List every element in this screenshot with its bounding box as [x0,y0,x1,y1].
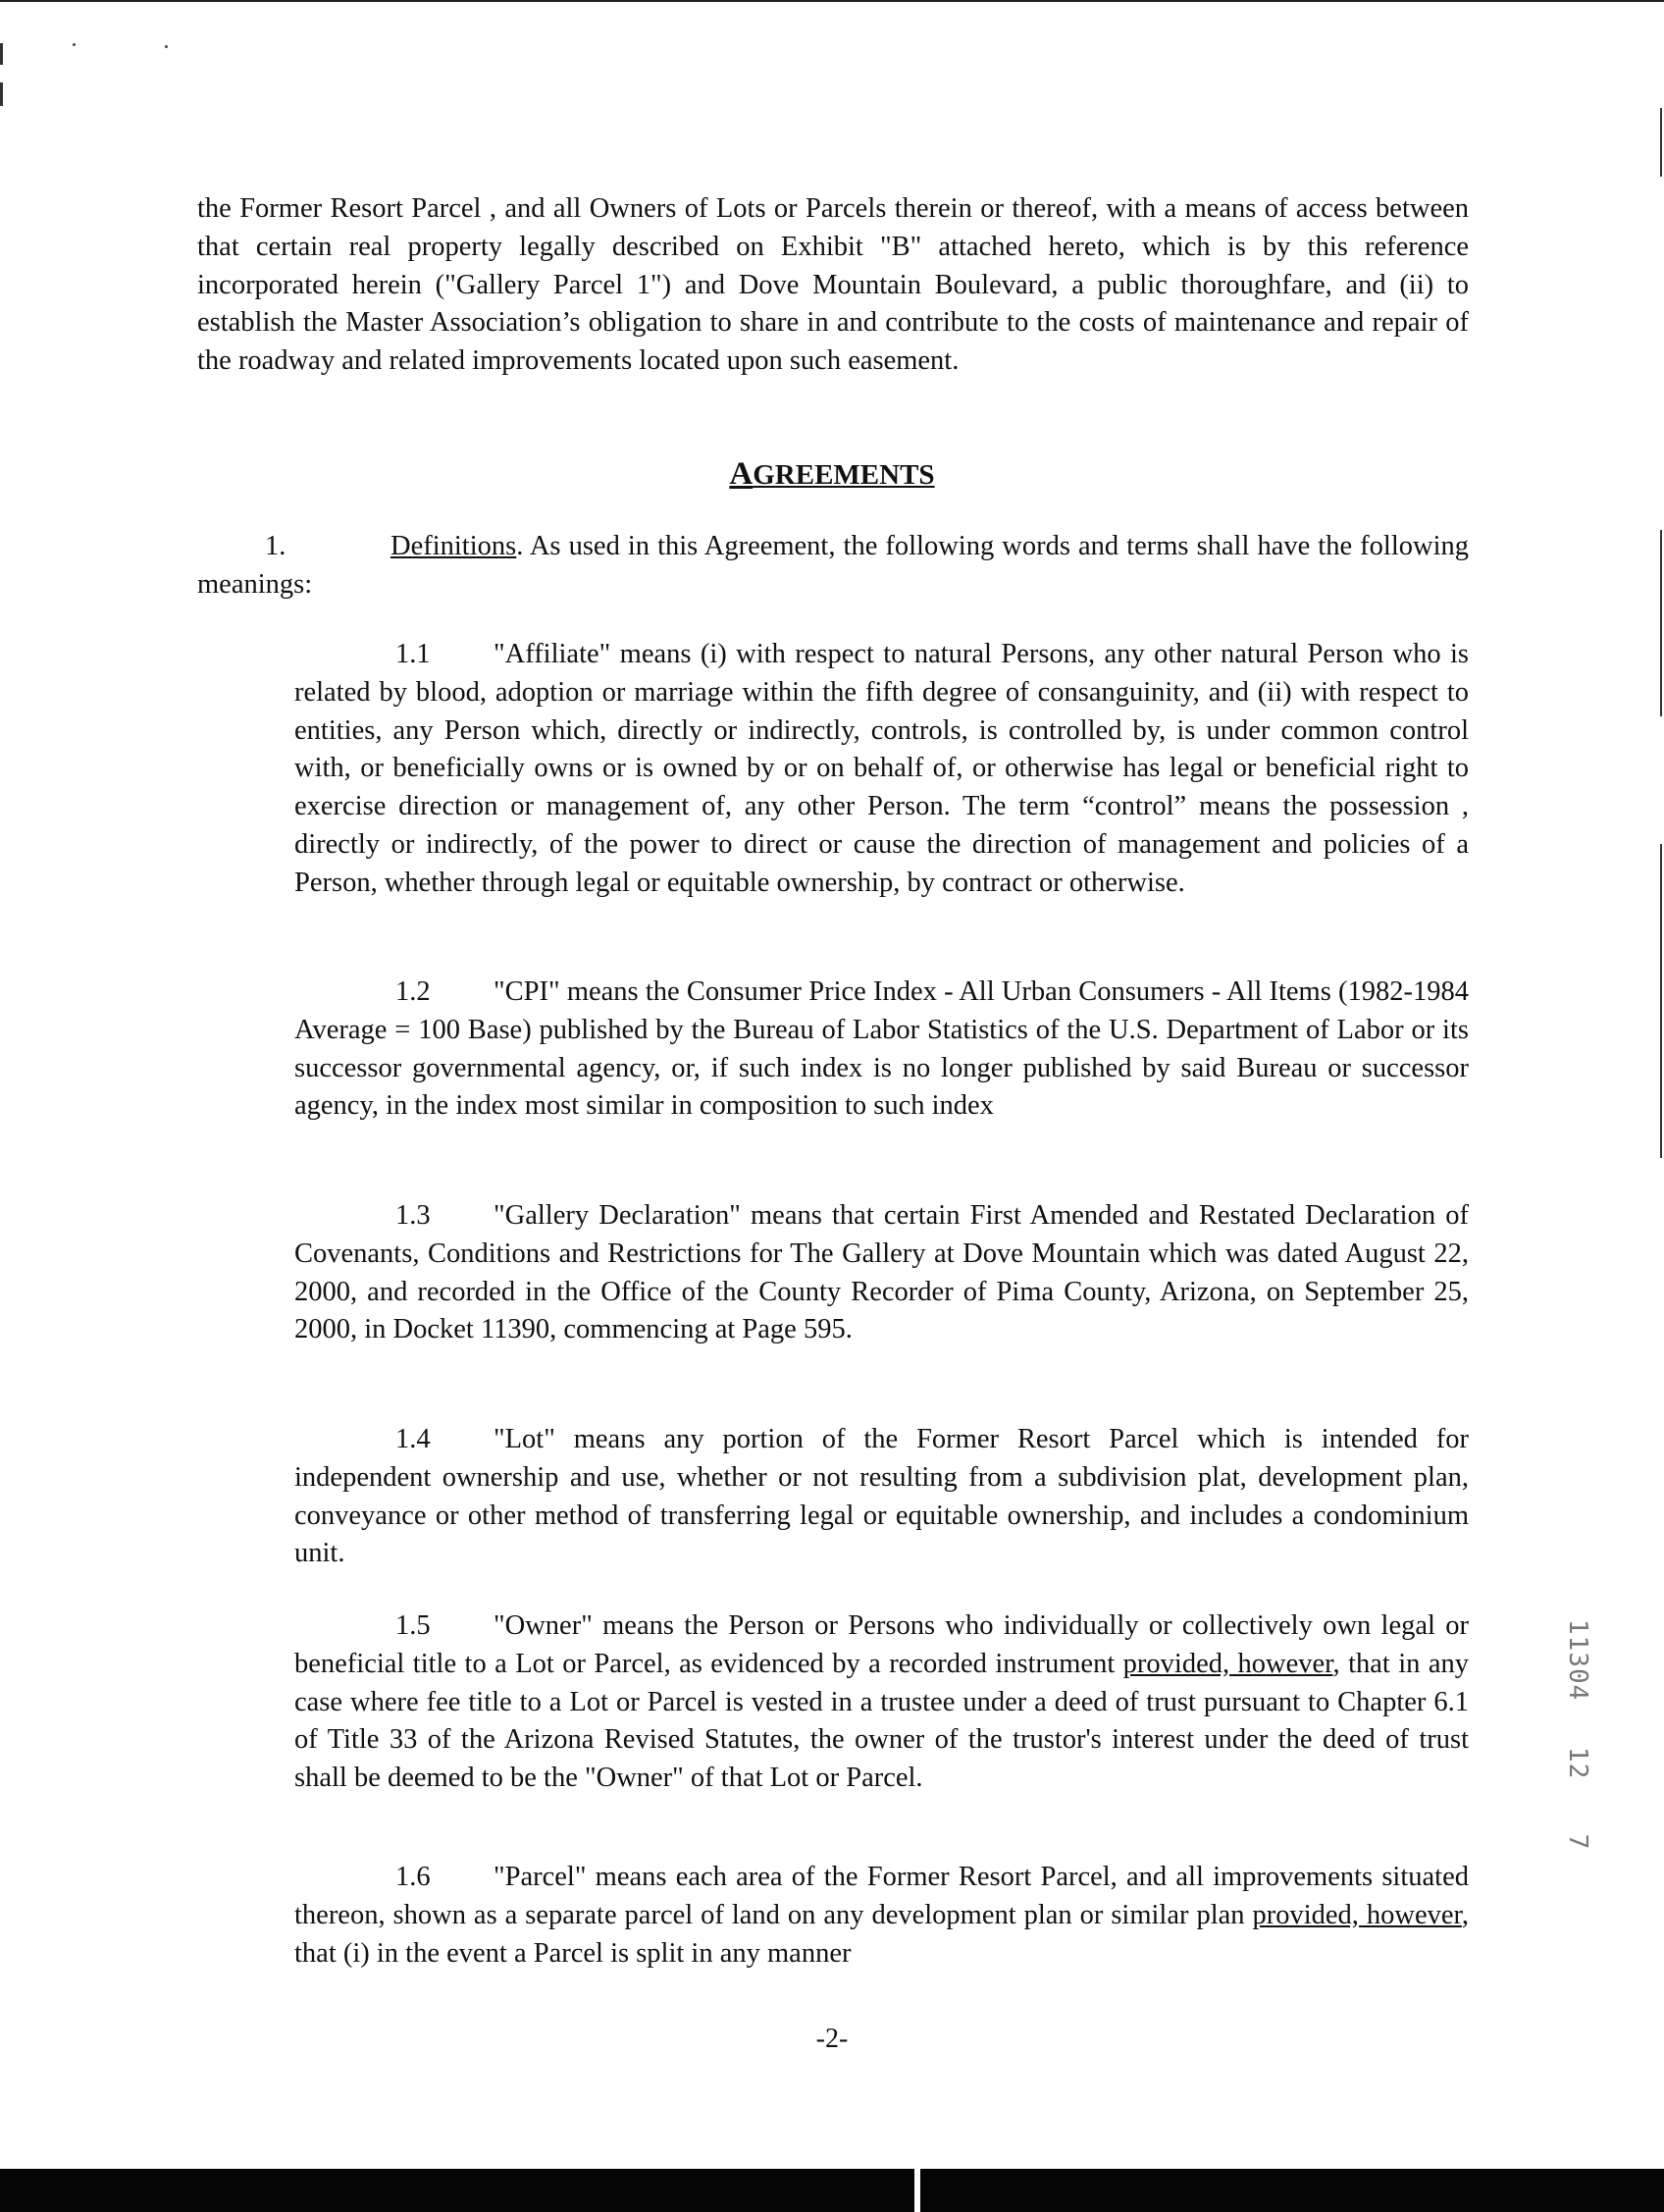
scan-right-rule [1660,844,1662,1158]
definition-text: "Parcel" means each area of the Former Resort Parcel, and all improvements situated thereon, shown as a separate parcel of land on any development plan or similar plan [294,1862,1469,1930]
recording-stamp [1563,1570,1592,1884]
definition-text-continued: , that in any case where fee title to a Lot or Parcel is vested in a trustee under a deed of trust pursuant to Chapter 6.1 of Title 33 of the Arizona Revised Statutes, the owner of the trustor's interest under the deed of trust shall be deemed to be the "Owner" of that Lot or Parcel. [294,1648,1469,1794]
definition-number: 1.2 [395,976,431,1007]
scan-speck [73,43,76,46]
definition-text: "Affiliate" means (i) with respect to natural Persons, any other natural Person who is related by blood, adoption or marriage within the fifth degree of consanguinity, and (ii) with respect to entities, any Person which, directly or indirectly, controls, is controlled by, is under common control with, or beneficially owns or is owned by or on behalf of, or otherwise has legal or beneficial right to exercise direction or management of, any other Person. The term “control” means the possession , directly or indirectly, of the power to direct or cause the direction of management and policies of a Person, whether through legal or equitable ownership, by contract or otherwise. [294,639,1469,898]
definition-1-1 [294,636,1469,903]
recording-stamp-suffix: 7 [1563,1833,1592,1851]
definition-1-5 [294,1607,1469,1798]
recording-stamp-page: 12 [1563,1747,1592,1780]
definition-1-6 [294,1859,1469,1973]
section-heading [0,455,1664,494]
definition-text-continued: , that (i) in the event a Parcel is split in any manner [294,1899,1470,1969]
scan-top-border [0,0,1664,2]
heading-first-letter: A [729,456,754,492]
definition-1-4 [294,1421,1469,1573]
definition-1-2 [294,974,1469,1126]
definition-text: "Owner" means the Person or Persons who individually or collectively own legal or beneficial title to a Lot or Parcel, as evidenced by a recorded instrument [294,1610,1469,1679]
scan-right-rule [1660,108,1662,177]
recording-stamp-docket: 11304 [1563,1619,1592,1702]
definition-text: "Gallery Declaration" means that certain First Amended and Restated Declaration of Covenants, Conditions and Restrictions for The Gallery at Dove Mountain which was dated August 22, 2000, and recorded in the Office of the County Recorder of Pima County, Arizona, on September 25, 2000, in Docket 11390, commencing at Page 595. [294,1200,1469,1345]
definition-number: 1.3 [395,1200,431,1231]
intro-paragraph: the Former Resort Parcel , and all Owners of Lots or Parcels therein or thereof, with a means of access between that certain real property legally described on Exhibit "B" attached hereto, which is by this reference incorporated herein ("Gallery Parcel 1") and Dove Mountain Boulevard, a public thoroughfare, and (ii) to establish the Master Association’s obligation to share in and contribute to the costs of maintenance and repair of the roadway and related improvements located upon such easement. [197,193,1469,377]
definition-1-3 [294,1197,1469,1349]
scan-right-rule [1660,530,1662,716]
scan-bottom-gap [914,2169,920,2212]
definition-number: 1.6 [395,1862,431,1892]
definition-proviso: provided, however [1122,1648,1333,1679]
scan-left-mark [0,82,3,106]
scan-bottom-border [0,2169,1664,2212]
definition-number: 1.1 [395,639,431,669]
section-1-title: Definitions [390,531,517,561]
section-1-paragraph [197,528,1469,605]
scan-left-mark [0,43,3,65]
definition-proviso: provided, however [1252,1899,1462,1930]
heading-rest: GREEMENTS [753,459,935,491]
definition-text: "Lot" means any portion of the Former Resort Parcel which is intended for independent ownership and use, whether or not resulting from a subdivision plat, development plan, conveyance or other method of transferring legal or equitable ownership, and includes a condominium unit. [294,1424,1469,1569]
definition-number: 1.4 [395,1424,431,1454]
definition-text: "CPI" means the Consumer Price Index - All Urban Consumers - All Items (1982-1984 Average = 100 Base) published by the Bureau of Labor Statistics of the U.S. Department of Labor or its successor governmental agency, or, if such index is no longer published by said Bureau or successor agency, in the index most similar in composition to such index [294,976,1469,1122]
section-1-text: . As used in this Agreement, the following words and terms shall have the following meanings: [197,531,1469,600]
definition-number: 1.5 [395,1610,431,1641]
page-number: -2- [815,2024,849,2054]
scan-speck [165,45,168,48]
section-1-number: 1. [265,531,286,561]
